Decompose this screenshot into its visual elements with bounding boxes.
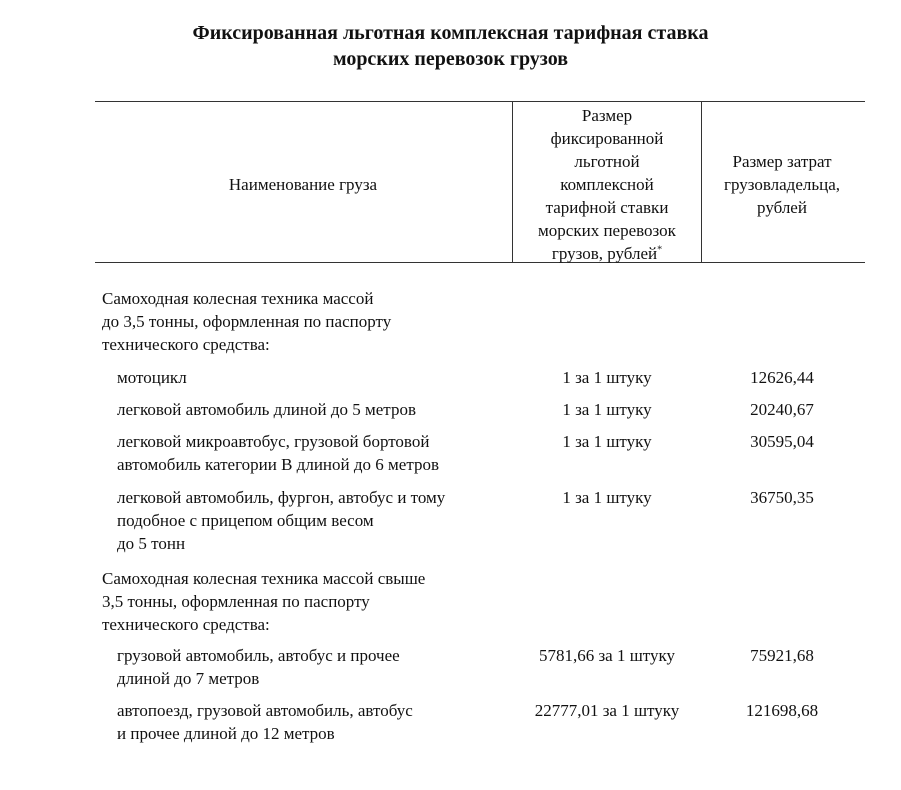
row-cost: 12626,44 [750,368,814,387]
row-name-line: подобное с прицепом общим весом [117,511,374,530]
title-line-1: Фиксированная льготная комплексная тарифная ставка [192,22,709,44]
row-name-line: мотоцикл [117,368,187,387]
header-cost-line: грузовладельца, [723,175,841,194]
header-rate-line: льготной [574,152,640,171]
row-name [117,366,187,389]
column-divider-1 [512,101,513,263]
row-rate: 1 за 1 штуку [562,432,652,451]
row-name-line: и прочее длиной до 12 метров [117,724,335,743]
group-title-line: технического средства: [102,615,270,634]
footnote-marker: * [657,244,663,256]
row-name-line: легковой автомобиль длиной до 5 метров [117,400,416,419]
header-rate-line-last [514,242,700,265]
header-rate-text: грузов, рублей [551,244,658,263]
header-rate-line: морских перевозок [538,221,676,240]
row-cost: 121698,68 [745,701,819,720]
group-title [102,567,425,636]
row-name-line: длиной до 7 метров [117,669,260,688]
row-cost: 75921,68 [750,646,814,665]
row-name-line: легковой микроавтобус, грузовой бортовой [117,432,430,451]
table-top-rule [95,101,865,102]
row-name [117,699,413,745]
row-name [117,430,439,476]
group-title-line: Самоходная колесная техника массой свыше [102,569,426,588]
row-name-line: автомобиль категории В длиной до 6 метров [117,455,439,474]
row-name-line: автопоезд, грузовой автомобиль, автобус [117,701,413,720]
header-rate-line: тарифной ставки [545,198,669,217]
row-name [117,486,445,555]
row-name-line: грузовой автомобиль, автобус и прочее [117,646,400,665]
header-cost-line: рублей [757,198,807,217]
header-cargo-name: Наименование груза [228,175,378,194]
header-rate [514,104,700,265]
row-rate: 22777,01 за 1 штуку [534,701,680,720]
group-title-line: Самоходная колесная техника массой [102,289,374,308]
header-rate-line: фиксированной [550,129,664,148]
row-rate: 1 за 1 штуку [562,368,652,387]
title-line-2: морских перевозок грузов [332,48,569,70]
row-name-line: до 5 тонн [117,534,186,553]
header-cost-line: Размер затрат [732,152,832,171]
row-name [117,398,416,421]
row-cost: 20240,67 [750,400,814,419]
header-rate-line: Размер [581,106,633,125]
header-rate-line: комплексной [560,175,654,194]
group-title-line: до 3,5 тонны, оформленная по паспорту [102,312,392,331]
group-title-line: технического средства: [102,335,270,354]
row-name-line: легковой автомобиль, фургон, автобус и тому [117,488,446,507]
row-cost: 36750,35 [750,488,814,507]
row-cost: 30595,04 [750,432,814,451]
group-title-line: 3,5 тонны, оформленная по паспорту [102,592,370,611]
table-header-bottom-rule [95,262,865,263]
group-title [102,287,391,356]
row-name [117,644,400,690]
header-owner-cost [702,150,862,219]
row-rate: 1 за 1 штуку [562,400,652,419]
row-rate: 5781,66 за 1 штуку [538,646,676,665]
row-rate: 1 за 1 штуку [562,488,652,507]
